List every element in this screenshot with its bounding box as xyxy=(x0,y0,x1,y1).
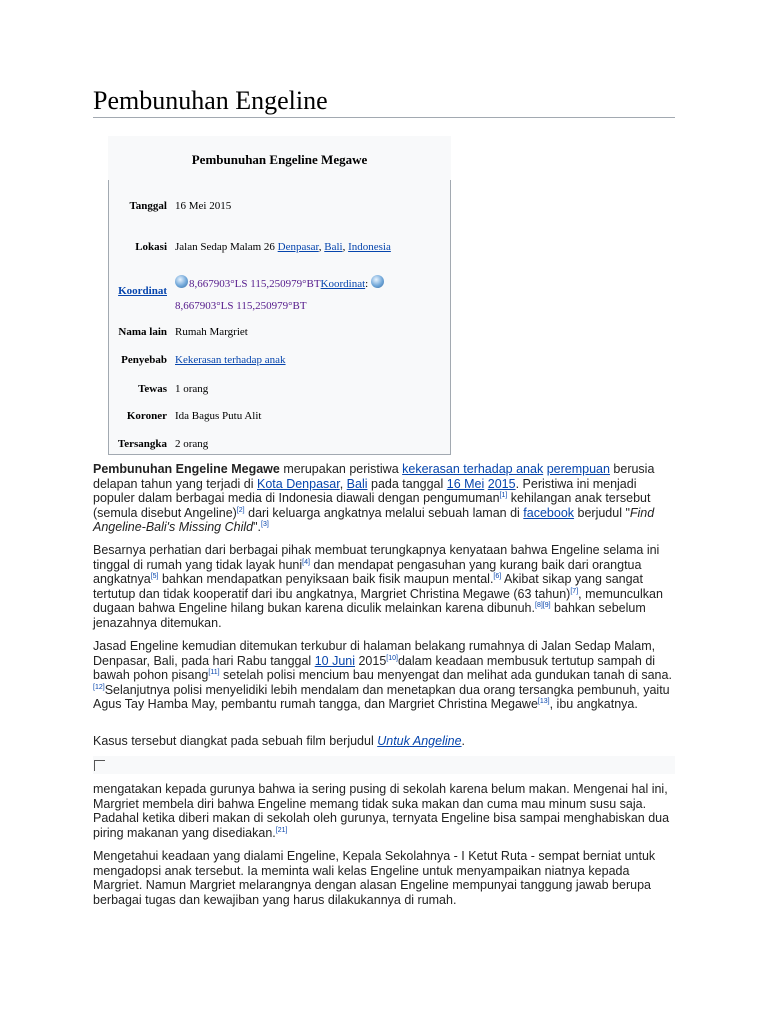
link-16-mei[interactable]: 16 Mei xyxy=(446,476,485,491)
infobox-value: 16 Mei 2015 xyxy=(175,200,232,212)
link-perempuan[interactable]: perempuan xyxy=(546,462,610,476)
infobox-value: 8,667903°LS 115,250979°BTKoordinat: 8,667903°LS 115,250979°BT xyxy=(175,273,445,317)
infobox-label-link[interactable]: Koordinat xyxy=(118,285,167,297)
link-denpasar[interactable]: Denpasar xyxy=(277,241,319,253)
infobox-label: Koroner xyxy=(126,410,167,422)
lead-bold: Pembunuhan Engeline Megawe xyxy=(93,462,280,476)
citation[interactable]: [5] xyxy=(150,573,159,581)
link-kekerasan-anak[interactable]: kekerasan terhadap anak xyxy=(402,462,544,476)
link-kota-denpasar[interactable]: Kota Denpasar xyxy=(257,476,340,491)
paragraph-intro xyxy=(93,462,678,535)
infobox-label: Penyebab xyxy=(121,354,167,366)
text: dalam keadaan membusuk tertutup sampah di bawah pohon pisang xyxy=(93,653,656,683)
text: berjudul " xyxy=(574,505,630,520)
link-facebook[interactable]: facebook xyxy=(523,505,575,520)
infobox-value: Rumah Margriet xyxy=(175,326,248,338)
text: Jasad Engeline kemudian ditemukan terkubur di halaman belakang rumahnya di Jalan Sedap Malam, Denpasar, Bali, pada hari Rabu tanggal xyxy=(93,639,656,668)
link-2015[interactable]: 2015 xyxy=(487,476,516,491)
text: , memunculkan dugaan bahwa Engeline hilang bukan karena diculik melainkan karena dibunuh. xyxy=(93,586,663,616)
text: . Peristiwa ini menjadi populer dalam berbagai media di Indonesia diawali dengan pengumuman xyxy=(93,476,637,506)
citation[interactable]: [21] xyxy=(275,826,288,834)
text: merupakan peristiwa xyxy=(279,462,403,476)
paragraph-3 xyxy=(93,639,678,712)
text: dan mendapat pengasuhan yang kurang baik dari orangtua angkatnya xyxy=(93,557,642,587)
link-bali[interactable]: Bali xyxy=(324,241,343,253)
citation[interactable]: [8][9] xyxy=(535,602,551,610)
paragraph-4 xyxy=(93,734,678,749)
infobox-label: Nama lain xyxy=(118,326,167,338)
text: setelah polisi mencium bau menyengat dan melihat ada gundukan tanah di sana. xyxy=(219,668,672,683)
citation[interactable]: [1] xyxy=(499,492,508,500)
media-placeholder-bar xyxy=(93,756,675,774)
infobox xyxy=(108,136,451,455)
text: bahkan sebelum jenazahnya ditemukan. xyxy=(93,601,646,630)
broken-image-icon[interactable] xyxy=(94,760,105,771)
text: , ibu angkatnya. xyxy=(549,697,638,712)
text: pada tanggal xyxy=(367,476,447,491)
link-koordinat[interactable]: Koordinat xyxy=(320,278,366,290)
text: Selanjutnya polisi menyelidiki lebih mendalam dan menetapkan dua orang tersangka pembunuh, yaitu Agus Tay Hamba May, pembantu rumah tangga, dan Margriet Christina Megawe xyxy=(93,682,670,712)
text: dari keluarga angkatnya melalui sebuah laman di xyxy=(244,505,524,520)
infobox-value: Jalan Sedap Malam 26 Denpasar, Bali, Indonesia xyxy=(175,241,391,253)
text: mengatakan kepada gurunya bahwa ia sering pusing di sekolah karena belum makan. Mengenai hal ini, Margriet membela diri bahwa Engeline memang tidak suka makan dan cuma mau minum susu saja. Padahal ketika diberi makan di sekolah oleh gurunya, ternyata Engeline bisa sampai menghabiskan dua piring makanan yang disediakan. xyxy=(93,782,670,840)
lokasi-prefix: Jalan Sedap Malam 26 xyxy=(175,241,278,253)
page-title: Pembunuhan Engeline xyxy=(93,86,328,115)
coordinates-text[interactable]: 8,667903°LS 115,250979°BT xyxy=(175,300,307,312)
link-kekerasan[interactable]: Kekerasan terhadap anak xyxy=(175,354,286,366)
paragraph-5 xyxy=(93,782,678,840)
italic-title: Find Angeline-Bali's Missing Child xyxy=(93,505,655,535)
coordinates-text[interactable]: 8,667903°LS 115,250979°BT xyxy=(189,278,321,290)
text: Besarnya perhatian dari berbagai pihak membuat terungkapnya kenyataan bahwa Engeline selama ini tinggal di rumah yang tidak layak huni xyxy=(93,543,660,572)
citation[interactable]: [12] xyxy=(93,683,105,691)
link-10-juni[interactable]: 10 Juni xyxy=(314,653,355,668)
infobox-value: 1 orang xyxy=(175,383,209,395)
citation[interactable]: [13] xyxy=(537,698,550,706)
citation[interactable]: [11] xyxy=(208,669,220,677)
title-divider xyxy=(93,117,675,118)
link-untuk-angeline[interactable]: Untuk Angeline xyxy=(377,734,462,748)
text: ". xyxy=(253,520,262,535)
infobox-value: 2 orang xyxy=(175,438,209,450)
citation[interactable]: [7] xyxy=(570,587,579,595)
infobox-label: Tewas xyxy=(138,383,167,395)
globe-icon[interactable] xyxy=(371,275,384,288)
text: Kasus tersebut diangkat pada sebuah film berjudul xyxy=(93,734,378,748)
link-bali[interactable]: Bali xyxy=(346,476,368,491)
paragraph-2 xyxy=(93,543,678,631)
infobox-label: Lokasi xyxy=(135,241,167,253)
text: 2015 xyxy=(355,653,387,668)
text: kehilangan anak tersebut (semula disebut Angeline) xyxy=(93,491,651,520)
citation[interactable]: [6] xyxy=(493,573,502,581)
link-indonesia[interactable]: Indonesia xyxy=(348,241,391,253)
text: berusia delapan tahun yang terjadi di xyxy=(93,462,655,491)
infobox-label: Tanggal xyxy=(129,200,167,212)
citation[interactable]: [2] xyxy=(236,506,245,514)
text: Akibat sikap yang sangat tertutup dan tidak kooperatif dari ibu angkatnya, Margriet Christina Megawe (63 tahun) xyxy=(93,572,643,601)
text: , xyxy=(339,476,347,491)
text: bahkan mendapatkan penyiksaan baik fisik maupun mental. xyxy=(158,572,494,587)
text: . xyxy=(461,734,466,748)
infobox-value: Ida Bagus Putu Alit xyxy=(175,410,262,422)
citation[interactable]: [10] xyxy=(386,654,398,662)
infobox-label: Tersangka xyxy=(117,438,167,450)
infobox-caption: Pembunuhan Engeline Megawe xyxy=(191,152,368,167)
paragraph-6 xyxy=(93,849,678,907)
citation[interactable]: [4] xyxy=(302,558,310,566)
citation[interactable]: [3] xyxy=(261,521,269,529)
text: Mengetahui keadaan yang dialami Engeline, Kepala Sekolahnya - I Ketut Ruta - sempat berniat untuk mengadopsi anak tersebut. Ia meminta wali kelas Engeline untuk menyampaikan niatnya kepada Margriet. Namun Margriet melarangnya dengan alasan Engeline mempunyai tanggung jawab berupa berbagai tugas dan kewajiban yang harus dilakukannya di rumah. xyxy=(93,849,656,907)
globe-icon[interactable] xyxy=(175,275,188,288)
